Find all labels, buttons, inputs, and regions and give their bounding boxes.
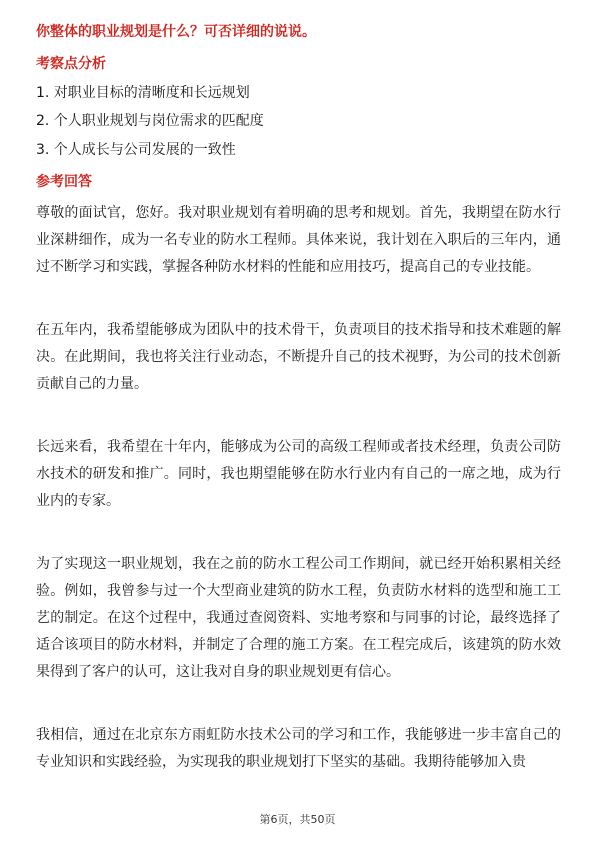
analysis-point: 1. 对职业目标的清晰度和长远规划 (36, 85, 250, 101)
answer-paragraph: 在五年内，我希望能够成为团队中的技术骨干，负责项目的技术指导和技术难题的解决。在此期间，我也将关注行业动态，不断提升自己的技术视野，为公司的技术创新贡献自己的力量。 (36, 322, 561, 392)
page-number: 第6页，共50页 (259, 813, 336, 826)
answer-body (36, 200, 561, 812)
answer-paragraph: 为了实现这一职业规划，我在之前的防水工程公司工作期间，就已经开始积累相关经验。例如，我曾参与过一个大型商业建筑的防水工程，负责防水材料的选型和施工工艺的制定。在这个过程中，我通过查阅资料、实地考察和与同事的讨论，最终选择了适合该项目的防水材料，并制定了合理的施工方案。在工程完成后，该建筑的防水效果得到了客户的认可，这让我对自身的职业规划更有信心。 (36, 556, 561, 680)
answer-paragraph: 长远来看，我希望在十年内，能够成为公司的高级工程师或者技术经理，负责公司防水技术的研发和推广。同时，我也期望能够在防水行业内有自己的一席之地，成为行业内的专家。 (36, 439, 561, 509)
question-heading: 你整体的职业规划是什么？可否详细的说说。 (36, 24, 316, 40)
analysis-point: 2. 个人职业规划与岗位需求的匹配度 (36, 113, 264, 129)
answer-title: 参考回答 (36, 174, 92, 190)
analysis-title: 考察点分析 (36, 56, 106, 72)
answer-paragraph: 尊敬的面试官，您好。我对职业规划有着明确的思考和规划。首先，我期望在防水行业深耕细作，成为一名专业的防水工程师。具体来说，我计划在入职后的三年内，通过不断学习和实践，掌握各种防水材料的性能和应用技巧，提高自己的专业技能。 (36, 205, 561, 275)
answer-paragraph: 我相信，通过在北京东方雨虹防水技术公司的学习和工作，我能够进一步丰富自己的专业知识和实践经验，为实现我的职业规划打下坚实的基础。我期待能够加入贵 (36, 727, 561, 770)
analysis-point: 3. 个人成长与公司发展的一致性 (36, 142, 236, 158)
